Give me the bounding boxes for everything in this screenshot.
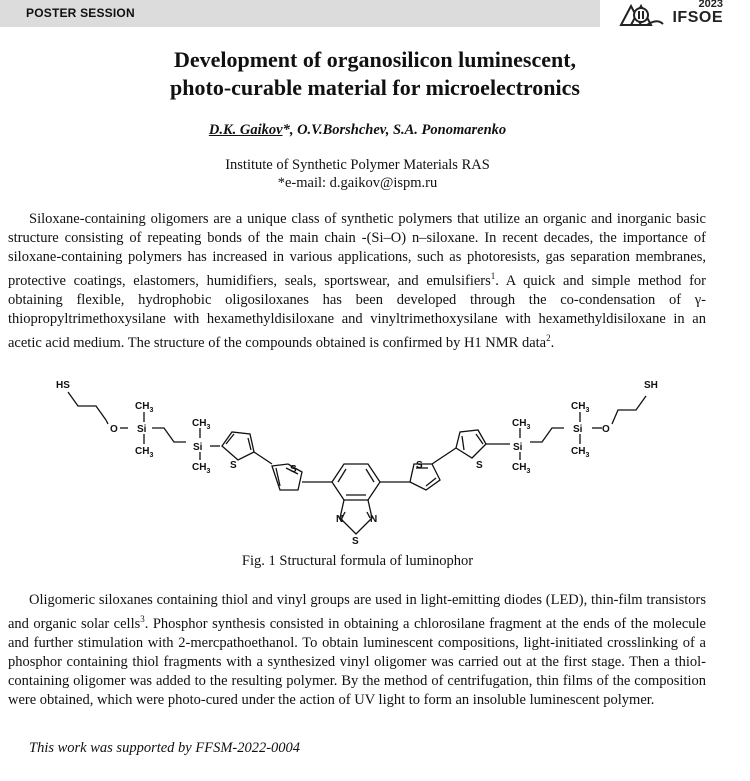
institute-name: Institute of Synthetic Polymer Materials RAS <box>225 157 490 173</box>
label-s: S <box>230 460 237 471</box>
session-label: POSTER SESSION <box>26 6 135 20</box>
label-ch3: $CH_3$ <box>571 446 590 459</box>
label-ch3: $CH_3$ <box>192 462 211 475</box>
label-si-right-2: Si <box>513 442 523 453</box>
paragraph-1-text-b: . A quick and simple method for obtaining flexible, hydrophobic oligosiloxanes has been developed through the co-condensation of γ-thiopropyltrimethoxysilane with hexamethyldisiloxane and vinyltrimethoxysilane with hexamethyldisiloxane in an acetic acid medium. The structure of the compounds obtained is confirmed by H1 NMR data <box>8 272 707 351</box>
paragraph-2-text-b: . Phosphor synthesis consisted in obtaining a chlorosilane fragment at the ends of the molecule and further stimulation with 2-mercpathoethanol. To obtain luminescent compositions, light-initiated crosslinking of a phosphor containing thiol fragments with a synthesized vinyl oligomer was carried out at the first stage. Then a thiol-containing oligomer was added to the resulting polymer. By the method of centrifugation, thin films of the composition were obtained, which were photo-cured under the action of UV light to form an insoluble luminescent polymer. <box>8 615 706 708</box>
label-ch3: $CH_3$ <box>571 401 590 414</box>
label-si-right: Si <box>573 424 583 435</box>
logo-name: IFSOE <box>672 9 723 26</box>
acknowledgement: This work was supported by FFSM-2022-0004 <box>29 740 301 756</box>
label-sh: SH <box>644 380 658 391</box>
structural-formula-figure <box>40 372 680 552</box>
co-authors: *, O.V.Borshchev, S.A. Ponomarenko <box>282 122 507 138</box>
label-s: S <box>476 460 483 471</box>
label-n: N <box>370 514 378 525</box>
title-line-2: photo-curable material for microelectronics <box>170 75 580 100</box>
paragraph-1-text-a: Siloxane-containing oligomers are a unique class of synthetic polymers that utilize an organic and inorganic basic structure consisting of repeating bonds of the main chain -(Si–O) n–siloxane. In recent decades, the importance of siloxane-containing polymers has increased in various applications, such as photoresists, gas separation membranes, protective coatings, elastomers, humidifiers, seals, sportswear, and emulsifiers <box>8 211 706 289</box>
paper-title <box>60 46 690 102</box>
conference-logo <box>617 0 737 28</box>
body-paragraph-2 <box>8 591 706 710</box>
reference-marker: 1 <box>490 271 496 281</box>
label-ch3: $CH_3$ <box>135 446 154 459</box>
paragraph-2-text-a: Oligomeric siloxanes containing thiol and vinyl groups are used in light-emitting diodes (LED), thin-film transistors and organic solar cells <box>8 592 706 632</box>
reference-marker: 3 <box>140 614 145 624</box>
label-si-left-2: Si <box>193 442 203 453</box>
label-s: S <box>416 460 423 471</box>
label-s: S <box>352 536 359 547</box>
affiliation-block <box>0 156 715 192</box>
title-line-1: Development of organosilicon luminescent, <box>173 47 577 72</box>
reference-marker: 2 <box>546 332 551 343</box>
paragraph-1-text-c: . <box>550 334 555 351</box>
label-ch3: $CH_3$ <box>512 462 531 475</box>
label-n: N <box>336 514 344 525</box>
author-list <box>0 122 715 139</box>
conference-logo-icon <box>617 0 667 28</box>
body-paragraph-1 <box>8 210 706 353</box>
label-hs: HS <box>56 380 70 391</box>
label-ch3: $CH_3$ <box>512 418 531 431</box>
label-ch3: $CH_3$ <box>192 418 211 431</box>
label-o-right: O <box>602 424 610 435</box>
figure-caption: Fig. 1 Structural formula of luminophor <box>241 553 474 569</box>
contact-email: *e-mail: d.gaikov@ispm.ru <box>277 175 438 191</box>
label-ch3: $CH_3$ <box>135 401 154 414</box>
logo-year: 2023 <box>698 0 723 10</box>
label-si-left: Si <box>137 424 147 435</box>
presenting-author: D.K. Gaikov <box>208 122 283 138</box>
label-s: S <box>290 464 297 475</box>
label-o-left: O <box>110 424 118 435</box>
